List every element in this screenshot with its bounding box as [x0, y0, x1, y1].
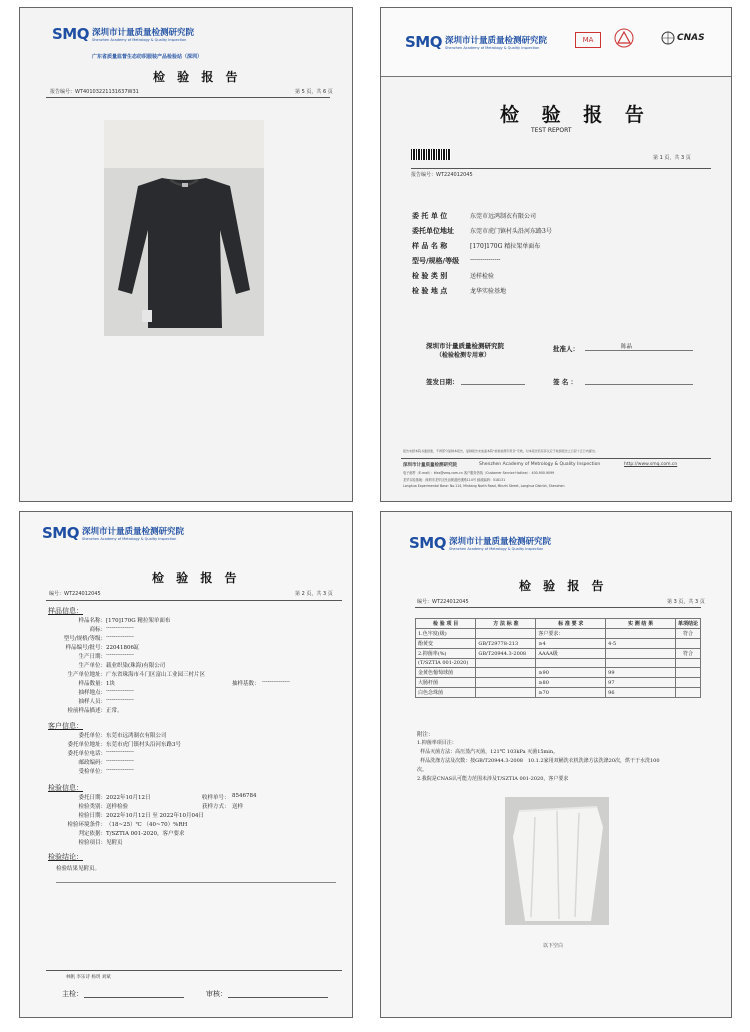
sign-date-line: [461, 384, 525, 385]
org-seal-label: （检验检测专用章）: [436, 352, 491, 359]
signature-divider: [46, 970, 342, 971]
smq-logo-mark: SMQ: [42, 524, 79, 542]
row-label: 检前样品描述：: [67, 708, 106, 714]
cal-triangle-icon: [614, 28, 634, 48]
cell-method: [476, 678, 536, 688]
field-label: 检 验 地 点: [412, 287, 448, 295]
report-page-3: [380, 511, 732, 1018]
smq-logo-mark: SMQ: [405, 33, 442, 51]
report-page-2: [19, 511, 353, 1018]
field-value: 东莞市虎门镇村头沿河东路3号: [470, 228, 552, 235]
row-label-2: 收样单号：: [202, 795, 230, 801]
cell-conclusion: [675, 678, 700, 688]
field-label: 委托单位地址: [412, 227, 454, 235]
row-value: 广东省珠海市斗门区富山工业园三村片区: [106, 672, 206, 678]
row-label: 样品数量：: [78, 681, 106, 687]
report-number: 报告编号：WT224012045: [411, 172, 473, 178]
smq-logo: [409, 534, 551, 552]
page-number: 第 1 页，共 3 页: [653, 155, 691, 161]
footer-divider: [401, 458, 711, 459]
report-number: 编号：WT224012045: [417, 599, 469, 605]
cell-conclusion: [675, 639, 700, 649]
cell-requirement: 客户要求：: [536, 629, 606, 639]
cell-requirement: [536, 659, 606, 668]
field-value: 送样检验: [470, 273, 495, 280]
approver-line: [585, 350, 693, 351]
footer-org-cn: 深圳市计量质量检测研究院: [403, 463, 457, 468]
cell-requirement: ≥4: [536, 639, 606, 649]
org-name-cn: 深圳市计量质量检测研究院: [81, 527, 184, 537]
cell-item: (T/SZTIA 001-2020): [416, 659, 476, 668]
cnas-label: CNAS: [677, 33, 705, 43]
field-value: 东莞市远鸿制衣有限公司: [470, 213, 537, 220]
row-label: 样品编号/批号：: [65, 645, 106, 651]
row-value-2: 8546784: [232, 793, 257, 799]
table-row: [416, 659, 701, 668]
customer-info-block: [48, 721, 348, 776]
section-title: 样品信息：: [48, 607, 83, 615]
cell-method: GB/T20944.3-2008: [476, 649, 536, 659]
sample-info-block: [48, 606, 348, 715]
report-cover-page: [380, 7, 732, 502]
black-garment-photo: [104, 120, 264, 336]
cell-result: [606, 659, 676, 668]
row-label: 检验环境条件：: [67, 822, 106, 828]
row-label: 生产日期：: [78, 654, 106, 660]
cell-item: 1.色牢度(级): [416, 629, 476, 639]
header-divider: [46, 600, 342, 601]
cell-result: [606, 629, 676, 639]
row-label: 抽样地点：: [78, 690, 106, 696]
report-title: 检 验 报 告: [519, 579, 608, 593]
conclusion-text: 检验结果见附页。: [56, 866, 101, 872]
cell-item: 白色念珠菌: [416, 688, 476, 698]
row-label: 委托单位电话：: [67, 751, 106, 757]
field-label: 型号/规格/等级: [412, 257, 460, 265]
sign-date-label: 签发日期：: [426, 378, 459, 386]
row-label: 生产单位：: [78, 663, 106, 669]
table-row: [416, 629, 701, 639]
page-number: 第 3 页，共 3 页: [667, 599, 705, 605]
footer-org-en: Shenzhen Academy of Metrology & Quality Inspection: [479, 462, 601, 467]
row-value: T/SZTIA 001-2020，客户要求: [106, 831, 185, 837]
reviewer-label: 审核：: [206, 990, 227, 998]
conclusion-block: [48, 852, 348, 873]
row-label: 检验项目：: [78, 840, 106, 846]
cell-requirement: ≥90: [536, 668, 606, 678]
row-label: 生产单位地址：: [67, 672, 106, 678]
header-divider: [415, 607, 701, 608]
cell-item: 金黄色葡萄球菌: [416, 668, 476, 678]
row-label-2: 获样方式：: [202, 804, 230, 810]
row-value: 22041806缸: [106, 645, 140, 651]
row-value: 2022年10月12日: [106, 795, 151, 801]
test-report-label: TEST REPORT: [531, 127, 572, 134]
org-name-en: Shenzhen Academy of Metrology & Quality Inspection: [81, 537, 177, 541]
row-label: 邮政编码：: [78, 760, 106, 766]
smq-logo: [405, 33, 547, 51]
report-title: 检 验 报 告: [500, 104, 652, 126]
cell-method: [476, 629, 536, 639]
report-title: 检 验 报 告: [152, 571, 241, 585]
table-row: [416, 649, 701, 659]
cell-requirement: AAAA级: [536, 649, 606, 659]
row-label: 委托单位：: [78, 733, 106, 739]
cell-result: 96: [606, 688, 676, 698]
field-label: 检 验 类 别: [412, 272, 448, 280]
cover-fields: [412, 211, 552, 301]
page-number: 第 5 页，共 6 页: [295, 89, 333, 95]
row-label: 委托日期：: [78, 795, 106, 801]
notes-block: [417, 730, 660, 784]
seal-line: [585, 384, 693, 385]
row-value-2: ---------------: [262, 679, 290, 685]
chief-inspector-line: [84, 997, 184, 998]
report-number: 报告编号：WT40103221131637W31: [50, 89, 139, 95]
cell-method: GB/T29778-213: [476, 639, 536, 649]
barcode: [411, 149, 451, 160]
attachment-photo: [104, 120, 264, 336]
cell-item: 酚黄变: [416, 639, 476, 649]
cell-conclusion: 符合: [675, 629, 700, 639]
header-conclusion: 单项结论: [675, 619, 700, 629]
cell-item: 2.抑菌率(%): [416, 649, 476, 659]
note-line: 次。: [417, 767, 428, 773]
header-requirement: 标 准 要 求: [536, 619, 606, 629]
org-name-en: Shenzhen Academy of Metrology & Quality Inspection: [448, 547, 544, 551]
row-value: 正常。: [106, 708, 123, 714]
field-value: [170]170G 精拉架单面布: [470, 243, 541, 250]
row-value: [170]170G 精拉架单面布: [106, 618, 171, 624]
row-label: 受检单位：: [78, 769, 106, 775]
smq-logo: [42, 524, 184, 542]
seal-label: 签 名 ：: [553, 378, 578, 386]
row-value: 东莞市远鸿制衣有限公司: [106, 733, 167, 739]
cell-method: [476, 688, 536, 698]
row-value: ---------------: [106, 634, 134, 640]
row-value: ---------------: [106, 697, 134, 703]
reviewer-line: [228, 997, 328, 998]
row-value: ---------------: [106, 688, 134, 694]
white-fabric-photo: [505, 797, 609, 925]
row-value-2: 送样: [232, 804, 244, 810]
org-name-cn: 深圳市计量质量检测研究院: [448, 537, 551, 547]
row-value: 载业织染(珠海)有限公司: [106, 663, 166, 669]
page-number: 第 2 页，共 3 页: [295, 591, 333, 597]
cell-result: 97: [606, 678, 676, 688]
inspection-info-block: [48, 783, 348, 847]
below-blank-label: 以下空白: [543, 943, 564, 949]
row-label: 检验日期：: [78, 813, 106, 819]
approver-name: 陈晶: [621, 344, 633, 350]
header-result: 实 测 结 果: [606, 619, 676, 629]
conclusion-underline: [56, 882, 336, 883]
ma-cert-badge: MA: [575, 32, 601, 48]
report-title: 检 验 报 告: [153, 70, 242, 84]
globe-icon: [661, 31, 675, 45]
org-name-en: Shenzhen Academy of Metrology & Quality Inspection: [444, 46, 540, 50]
results-header-row: [416, 619, 701, 629]
org-name-cn: 深圳市计量质量检测研究院: [91, 28, 194, 38]
smq-logo: [52, 25, 194, 43]
footer-note: 报告未经本院书面批准，不得部分复制本报告，复制报告未加盖本院"检验检测专用章"无效，对本报告若有异议应于收到报告之日起十五日内提出。: [403, 449, 598, 453]
notes-title: 附注：: [417, 732, 434, 738]
org-name-cn: 深圳市计量质量检测研究院: [444, 36, 547, 46]
chief-inspector-label: 主检：: [62, 990, 83, 998]
row-label: 判定依据：: [78, 831, 106, 837]
header-divider: [411, 168, 711, 169]
row-label: 样品名称：: [78, 618, 106, 624]
section-title: 客户信息：: [48, 722, 83, 730]
cell-result: 99: [606, 668, 676, 678]
row-value: ---------------: [106, 767, 134, 773]
footer-url[interactable]: http://www.smq.com.cn: [624, 462, 678, 467]
header-divider: [46, 97, 330, 98]
field-value: 龙华实验基地: [470, 288, 507, 295]
cell-result: [606, 649, 676, 659]
station-subtitle: 广东省质量监督生态纺织服装产品检验站（深圳）: [92, 54, 203, 60]
report-number: 编号：WT224012045: [49, 591, 101, 597]
sample-photo: [505, 797, 609, 925]
field-label: 样 品 名 称: [412, 242, 448, 250]
cell-conclusion: [675, 659, 700, 668]
row-label: 商标：: [89, 627, 106, 633]
field-value: ---------------: [470, 256, 501, 263]
table-row: [416, 678, 701, 688]
footer-address-en: Longhua Experimental Base: No.114, Minkang North Road, Minzhi Street, Longhua District, Shenzhen: [403, 484, 565, 488]
signature-names: 林帆 李乐诗 杨玥 刘斌: [66, 975, 111, 980]
note-line: 1.抑菌率项目注：: [417, 740, 457, 746]
approver-label: 批准人：: [553, 345, 579, 353]
table-row: [416, 639, 701, 649]
row-value: 2022年10月12日 至 2022年10月04日: [106, 813, 204, 819]
row-value: ---------------: [106, 652, 134, 658]
smq-logo-mark: SMQ: [52, 25, 89, 43]
cell-requirement: ≥80: [536, 678, 606, 688]
row-value: ---------------: [106, 758, 134, 764]
header-method: 方 法 标 准: [476, 619, 536, 629]
cell-conclusion: 符合: [675, 649, 700, 659]
section-title: 检验结论：: [48, 853, 83, 861]
row-value: ---------------: [106, 625, 134, 631]
footer-address-cn: 龙华实验基地：深圳市龙华区民治街道民康路114号 邮政编码：518131: [403, 478, 506, 482]
smq-logo-mark: SMQ: [409, 534, 446, 552]
cell-result: 4-5: [606, 639, 676, 649]
note-line: 2.我院是CNAS认可能力范围未涉及T/SZTIA 001-2020，客户要求: [417, 776, 569, 782]
field-label: 委 托 单 位: [412, 212, 448, 220]
report-page-5: [19, 7, 353, 502]
row-label: [48, 864, 56, 873]
results-table: [415, 618, 701, 698]
row-value: 东莞市虎门镇村头沿河东路3号: [106, 742, 182, 748]
cell-method: [476, 659, 536, 668]
row-value: （18~25）℃ （40~70）%RH: [106, 822, 188, 828]
org-name-en: Shenzhen Academy of Metrology & Quality Inspection: [91, 38, 187, 42]
table-row: [416, 668, 701, 678]
row-value: 1块: [106, 681, 115, 687]
row-label: 抽样人员：: [78, 699, 106, 705]
row-label-2: 抽样基数：: [232, 681, 260, 687]
cell-method: [476, 668, 536, 678]
section-title: 检验信息：: [48, 784, 83, 792]
row-label: 检验类别：: [78, 804, 106, 810]
cell-conclusion: [675, 688, 700, 698]
cell-requirement: ≥70: [536, 688, 606, 698]
cnas-badge: [661, 31, 705, 45]
header-item: 检 验 项 目: [416, 619, 476, 629]
note-line: 样品灭菌方法：高压蒸汽灭菌，121℃ 103kPa 灭菌15min。: [417, 749, 559, 755]
row-value: ---------------: [106, 749, 134, 755]
row-value: 见附页: [106, 840, 123, 846]
cell-conclusion: [675, 668, 700, 678]
table-row: [416, 688, 701, 698]
row-label: 委托单位地址：: [67, 742, 106, 748]
row-value: 送样检验: [106, 804, 129, 810]
cell-item: 大肠杆菌: [416, 678, 476, 688]
footer-contact: 电子邮件（E-mail）：kfzx@smq.com.cn 客户服务热线（Customer Service Hotline）：400-900-9099: [403, 471, 555, 475]
org-name: 深圳市计量质量检测研究院: [426, 342, 504, 350]
note-line: 样品洗涤方法及次数：按GB/T20944.3-2008 10.1.2家用双桶洗衣机洗涤方法洗涤20次，烘干于水洗100: [417, 758, 660, 764]
row-label: 型号/规格/等级：: [63, 636, 106, 642]
